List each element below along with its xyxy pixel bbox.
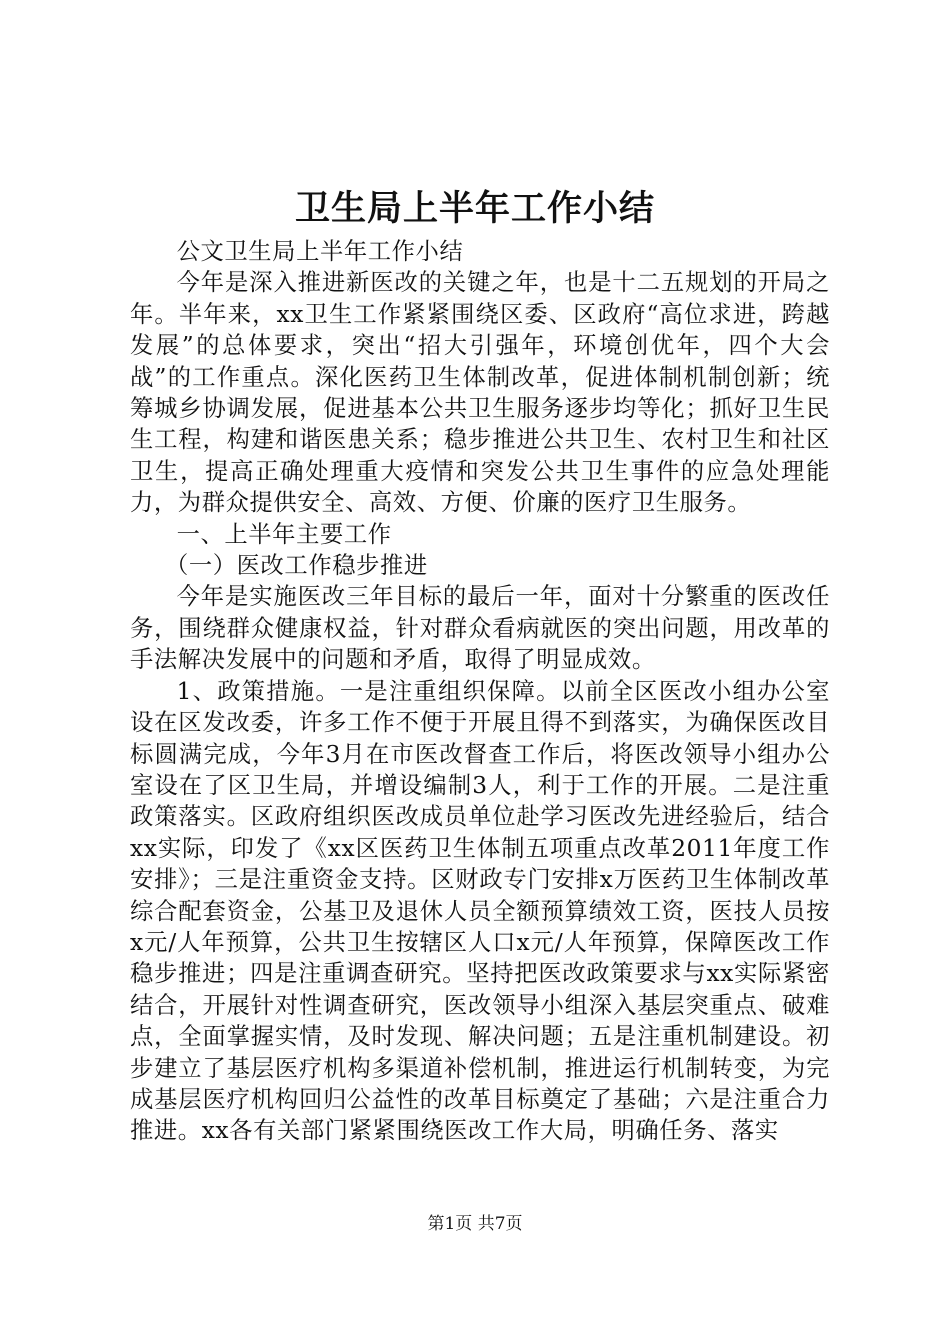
document-body <box>130 236 830 1147</box>
paragraph-policy-measures: 1、政策措施。一是注重组织保障。以前全区医改小组办公室设在区发改委，许多工作不便于开展且得不到落实，为确保医改目标圆满完成，今年3月在市医改督查工作后，将医改领导小组办公室设在了区卫生局，并增设编制3人，利于工作的开展。二是注重政策落实。区政府组织医改成员单位赴学习医改先进经验后，结合xx实际，印发了《xx区医药卫生体制五项重点改革2011年度工作安排》；三是注重资金支持。区财政专门安排x万医药卫生体制改革综合配套资金，公基卫及退休人员全额预算绩效工资，医技人员按x元/人年预算，公共卫生按辖区人口x元/人年预算，保障医改工作稳步推进；四是注重调查研究。坚持把医改政策要求与xx实际紧密结合，开展针对性调查研究，医改领导小组深入基层突重点、破难点，全面掌握实情，及时发现、解决问题；五是注重机制建设。初步建立了基层医疗机构多渠道补偿机制，推进运行机制转变，为完成基层医疗机构回归公益性的改革目标奠定了基础；六是注重合力推进。xx各有关部门紧紧围绕医改工作大局，明确任务、落实 <box>130 677 830 1145</box>
page-number-footer: 第1页 共7页 <box>427 1214 523 1234</box>
paragraph-reform-summary: 今年是实施医改三年目标的最后一年，面对十分繁重的医改任务，围绕群众健康权益，针对群众看病就医的突出问题，用改革的手法解决发展中的问题和矛盾，取得了明显成效。 <box>130 583 830 674</box>
paragraph-doc-heading: 公文卫生局上半年工作小结 <box>176 238 464 265</box>
section-heading-main-work: 一、上半年主要工作 <box>176 520 392 548</box>
document-title: 卫生局上半年工作小结 <box>294 188 655 229</box>
paragraph-intro: 今年是深入推进新医改的关键之年，也是十二五规划的开局之年。半年来，xx卫生工作紧紧围绕区委、区政府“高位求进，跨越发展”的总体要求，突出“招大引强年，环境创优年，四个大会战”的工作重点。深化医药卫生体制改革，促进体制机制创新；统筹城乡协调发展，促进基本公共卫生服务逐步均等化；抓好卫生民生工程，构建和谐医患关系；稳步推进公共卫生、农村卫生和社区卫生，提高正确处理重大疫情和突发公共卫生事件的应急处理能力，为群众提供安全、高效、方便、价廉的医疗卫生服务。 <box>130 269 830 517</box>
subsection-heading-reform: （一）医改工作稳步推进 <box>164 552 428 580</box>
